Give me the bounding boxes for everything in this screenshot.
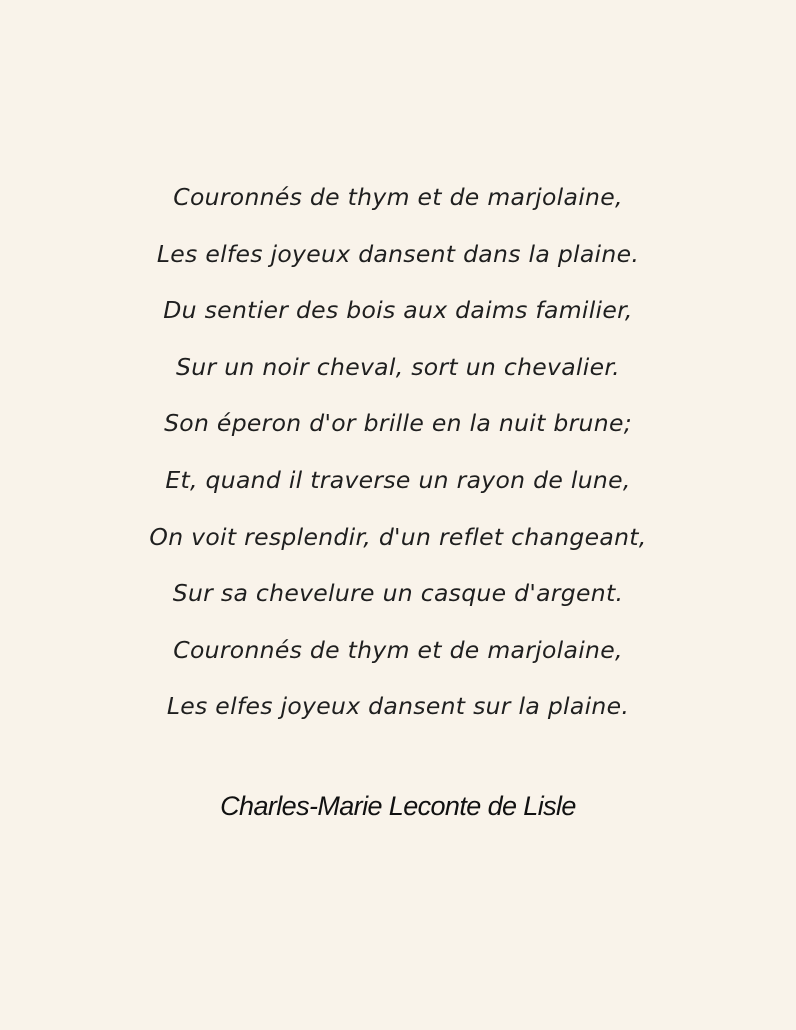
poem-line: Les elfes joyeux dansent dans la plaine. — [156, 239, 640, 268]
poem-line: Sur sa chevelure un casque d'argent. — [172, 579, 624, 608]
poem-line: Couronnés de thym et de marjolaine, — [173, 635, 623, 664]
poem-line: Couronnés de thym et de marjolaine, — [173, 183, 623, 211]
poem-line: Du sentier des bois aux daims familier, — [163, 296, 633, 325]
poem-line: Sur un noir cheval, sort un chevalier. — [176, 352, 620, 381]
poem-author: Charles-Marie Leconte de Lisle — [220, 791, 576, 821]
poem-line: Et, quand il traverse un rayon de lune, — [165, 465, 631, 494]
poem-line: Les elfes joyeux dansent sur la plaine. — [166, 692, 630, 721]
poem-line: Son éperon d'or brille en la nuit brune; — [164, 409, 632, 438]
poem-line: On voit resplendir, d'un reflet changeant, — [149, 522, 647, 551]
poem-stanza — [0, 169, 796, 735]
